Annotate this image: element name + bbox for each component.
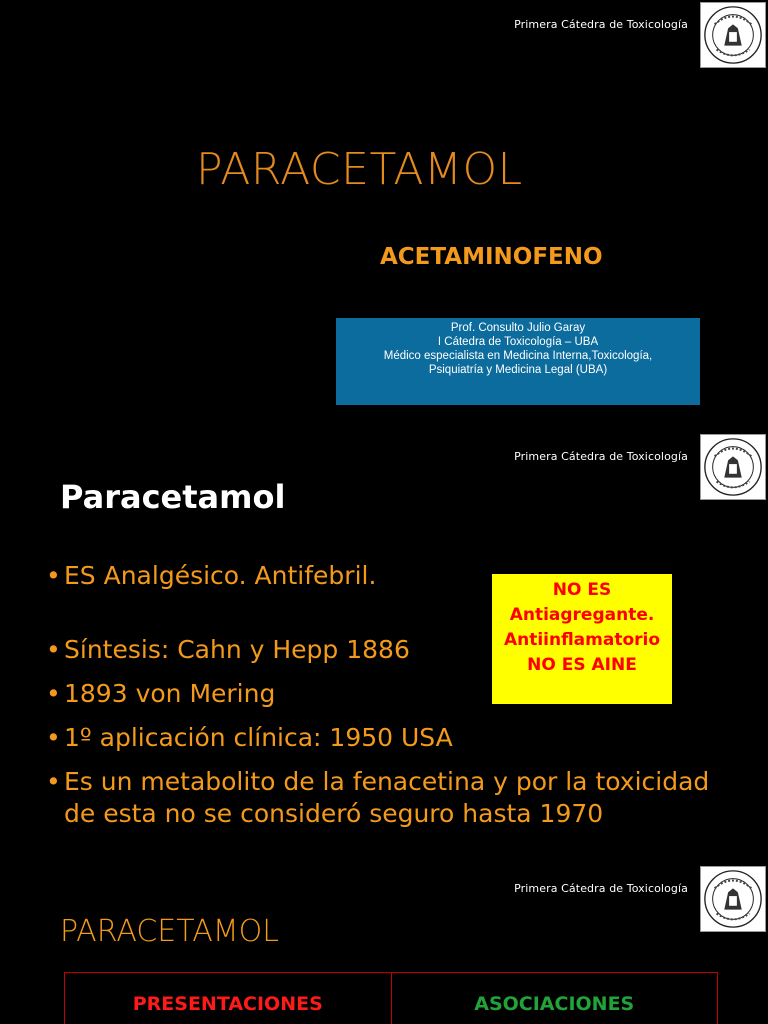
author-line: Psiquiatría y Medicina Legal (UBA) — [428, 364, 608, 376]
university-seal-icon — [700, 2, 766, 68]
slide-main-title: PARACETAMOL — [196, 144, 523, 195]
author-line: I Cátedra de Toxicología – UBA — [437, 336, 599, 348]
institution-header: Primera Cátedra de Toxicología — [514, 18, 688, 31]
author-line: Prof. Consulto Julio Garay — [450, 322, 586, 334]
institution-header: Primera Cátedra de Toxicología — [514, 450, 688, 463]
bullet-item: • 1893 von Mering — [46, 678, 746, 710]
slide-heading: PARACETAMOL — [60, 914, 279, 949]
column-header-asociaciones: ASOCIACIONES — [391, 973, 718, 1024]
author-line: Médico especialista en Medicina Interna,Toxicología, — [383, 350, 653, 362]
bullet-item: • ES Analgésico. Antifebril. — [46, 560, 746, 592]
slide-presentations — [0, 864, 768, 1024]
column-header-presentaciones: PRESENTACIONES — [132, 993, 323, 1015]
warning-line: NO ES AINE — [527, 655, 637, 675]
warning-line: Antiagregante. — [509, 605, 655, 625]
warning-line: NO ES — [552, 580, 612, 600]
author-info-box — [336, 318, 700, 405]
university-seal-icon — [700, 866, 766, 932]
bullet-item: • Síntesis: Cahn y Hepp 1886 — [46, 634, 746, 666]
slide-paracetamol-info — [0, 432, 768, 864]
slide-heading: Paracetamol — [60, 478, 286, 516]
warning-callout — [492, 574, 672, 704]
presentations-table — [64, 972, 718, 1024]
slide-title — [0, 0, 768, 432]
warning-line: Antiinflamatorio — [503, 630, 661, 650]
institution-header: Primera Cátedra de Toxicología — [514, 882, 688, 895]
slide-subtitle: ACETAMINOFENO — [380, 244, 603, 270]
bullet-item: • Es un metabolito de la fenacetina y por la toxicidad de esta no se consideró seguro hasta 1970 — [46, 766, 746, 830]
bullet-item: • 1º aplicación clínica: 1950 USA — [46, 722, 746, 754]
university-seal-icon — [700, 434, 766, 500]
